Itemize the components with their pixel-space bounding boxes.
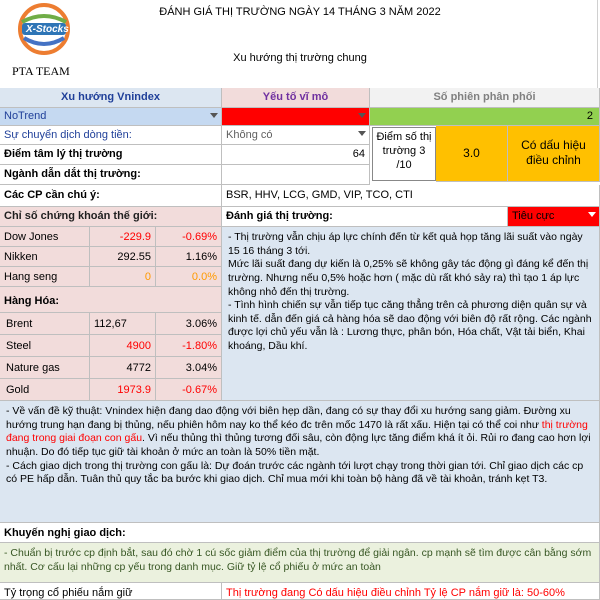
commodity-row-pct: -0.67% <box>156 379 222 401</box>
page-title: ĐÁNH GIÁ THỊ TRƯỜNG NGÀY 14 THÁNG 3 NĂM 2022 <box>159 6 441 18</box>
tech-paragraph: - Về vấn đề kỹ thuật: Vnindex hiện đang dao động với biên hẹp dần, đang có sự thay đổi xu hướng sang giảm. Đường xu hướng trung hạn đang bị thủng, nếu phiên hôm nay ko thể kéo đc trên mốc 1470 là rất xấu. Hiện tại có thể coi như thị trường đang trong giai đoạn con gấu. Vì nếu thủng thì thủng tương đối sâu, còn động lực tăng điểm khá ít ỏi. Rủi ro đang cao hơn lợi nhuận. Do đó tiếp tục giữ tài khoản ở mức an toàn là 50% tiền mặt. <box>6 405 591 458</box>
world-row-pct: 0.0% <box>156 267 222 287</box>
trend-select[interactable] <box>0 108 222 126</box>
logo <box>4 2 84 60</box>
eval-paragraph: - Tình hình chiến sự vẫn tiếp tục căng thẳng trên cả phương diện quân sự và kinh tế. dẫn đến giá cả hàng hóa sẽ dao động với biên độ rất rộng. Các ngành được lợi chủ yếu vẫn là : Lương thực, phân bón, Hóa chất, Vật tải biển, Khai khoáng, Dầu khí. <box>228 299 592 353</box>
commodity-row-pct: -1.80% <box>156 335 222 357</box>
market-eval-select[interactable] <box>508 207 600 227</box>
market-eval-label: Đánh giá thị trường: <box>222 207 508 227</box>
market-eval-value: Tiêu cực <box>512 210 555 222</box>
recommend-text: - Chuẩn bị trước cp định bắt, sau đó chờ 1 cú sốc giảm điểm của thị trường để giải ngân. cp mạnh sẽ tìm được cân bằng sớm nhất. Cơ cấu lại những cp yếu trong danh mục. Giữ tỷ lệ cổ phiếu ở mức an toàn <box>0 543 600 583</box>
world-index-label: Chỉ số chứng khoán thế giới: <box>0 207 222 227</box>
chevron-down-icon <box>358 113 366 118</box>
score-signal: Có dấu hiệu điều chỉnh <box>508 126 600 182</box>
world-row-name: Dow Jones <box>0 227 90 247</box>
money-flow-value: Không có <box>226 129 273 141</box>
team-name: PTA TEAM <box>12 64 70 78</box>
commodity-row-name: Steel <box>0 335 90 357</box>
world-row-pct: -0.69% <box>156 227 222 247</box>
watch-stocks-value: BSR, HHV, LCG, GMD, VIP, TCO, CTI <box>222 185 600 207</box>
tech-paragraph: - Cách giao dịch trong thị trường con gấu là: Dự đoán trước các ngành tới lượt chạy trong thời gian tới. Chỉ giao dịch các cp có PE hấp dẫn. Tuân thủ quy tắc ba bước khi giao dịch. Chỉ mua mới khi toàn bộ hàng đã về tài khoản, tránh kẹt T3. <box>6 459 584 486</box>
trend-caption: Xu hướng thị trường chung <box>233 52 367 64</box>
recommend-label: Khuyến nghị giao dịch: <box>0 523 600 543</box>
chevron-down-icon <box>358 131 366 136</box>
score-value: 3.0 <box>436 126 508 182</box>
sentiment-label: Điểm tâm lý thị trường <box>0 145 222 165</box>
commodity-row-pct: 3.06% <box>156 313 222 335</box>
col-macro: Yếu tố vĩ mô <box>222 88 370 108</box>
leading-sector-value[interactable] <box>222 165 370 185</box>
logo-text: X-Stocks <box>26 24 69 35</box>
col-distribution: Số phiên phân phối <box>370 88 600 108</box>
eval-paragraph: Mức lãi suất đang dự kiến là 0,25% sẽ không gây tác động gì đáng kể đến thị trường. Nhưng nếu 0,5% hoặc hơn ( mặc dù rất khó sảy ra) thì tạo 1 áp lực không nhỏ đến thị trường. <box>228 258 589 298</box>
score-label: Điểm số thị trường 3 /10 <box>372 127 436 181</box>
world-row-value: 0 <box>90 267 156 287</box>
chevron-down-icon <box>210 113 218 118</box>
distribution-select[interactable] <box>370 108 600 126</box>
eval-paragraph: - Thị trường vẫn chịu áp lực chính đến từ kết quả họp tăng lãi suất vào ngày 15 16 tháng 3 tới. <box>228 231 583 257</box>
world-row-pct: 1.16% <box>156 247 222 267</box>
world-row-value: -229.9 <box>90 227 156 247</box>
commodity-row-value: 112,67 <box>90 313 156 335</box>
commodity-row-value: 1973.9 <box>90 379 156 401</box>
commodity-row-name: Brent <box>0 313 90 335</box>
chevron-down-icon <box>588 212 596 217</box>
watch-stocks-label: Các CP cần chú ý: <box>0 185 222 207</box>
commodities-label: Hàng Hóa: <box>0 287 222 313</box>
commodity-row-value: 4900 <box>90 335 156 357</box>
commodity-row-pct: 3.04% <box>156 357 222 379</box>
stock-ratio-value: Thị trường đang Có dấu hiệu điều chỉnh Tỷ lệ CP nắm giữ là: 50-60% <box>222 583 600 600</box>
money-flow-label: Sự chuyển dịch dòng tiền: <box>0 126 222 145</box>
money-flow-select[interactable] <box>222 126 370 145</box>
sentiment-value: 64 <box>222 145 370 165</box>
trend-select-value: NoTrend <box>4 110 47 122</box>
distribution-value: 2 <box>586 110 593 122</box>
col-vnindex-trend: Xu hướng Vnindex <box>0 88 222 108</box>
macro-select-value: Xấu <box>226 110 246 122</box>
market-eval-text <box>222 227 600 401</box>
leading-sector-label: Ngành dẫn dắt thị trường: <box>0 165 222 185</box>
macro-select[interactable] <box>222 108 370 126</box>
world-row-name: Hang seng <box>0 267 90 287</box>
stock-ratio-label: Tỷ trọng cổ phiếu nắm giữ <box>0 583 222 600</box>
world-row-value: 292.55 <box>90 247 156 267</box>
technical-text <box>0 401 600 523</box>
commodity-row-name: Nature gas <box>0 357 90 379</box>
world-row-name: Nikken <box>0 247 90 267</box>
commodity-row-value: 4772 <box>90 357 156 379</box>
commodity-row-name: Gold <box>0 379 90 401</box>
